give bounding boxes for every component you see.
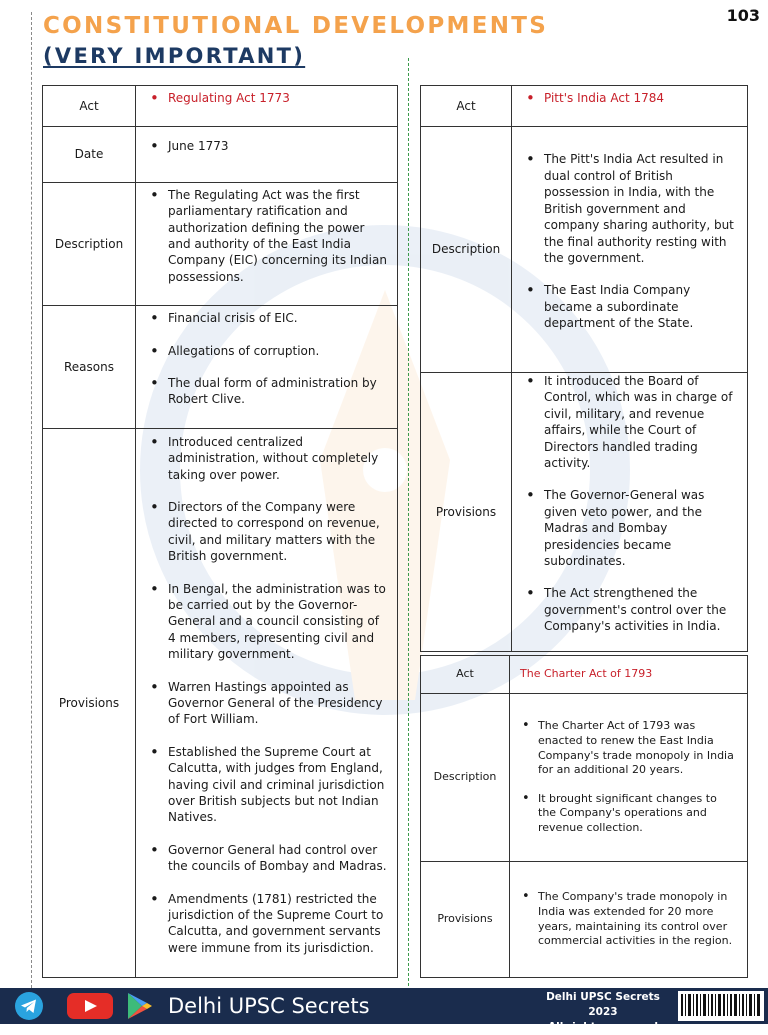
reasons-row: [43, 306, 398, 429]
copyright-line-2: All rights reserved: [547, 1021, 658, 1033]
provision-item: • Directors of the Company were directed to correspond on revenue, civil, and military matters with the British government.: [146, 499, 387, 565]
provisions-label: Provisions: [421, 862, 510, 978]
regulating-act-table: [42, 85, 398, 978]
barcode-icon: [678, 991, 764, 1021]
description-item: • The Pitt's India Act resulted in dual control of British possession in India, with the British government and company sharing authority, but the final authority resting with the government.: [522, 151, 737, 266]
provision-item: • It introduced the Board of Control, which was in charge of civil, military, and revenue affairs, while the Court of Directors handled trading activity.: [522, 373, 737, 471]
act-row: [421, 656, 748, 694]
description-row: [43, 183, 398, 306]
provision-item: • The Company's trade monopoly in India was extended for 20 more years, maintaining its control over commercial activities in the region.: [520, 890, 737, 948]
page-title: CONSTITUTIONAL DEVELOPMENTS: [43, 13, 549, 39]
column-divider: [408, 58, 409, 986]
description-item: • The East India Company became a subordinate department of the State.: [522, 282, 737, 331]
provision-item: • Governor General had control over the councils of Bombay and Madras.: [146, 842, 387, 875]
page-number: 103: [726, 6, 760, 25]
provision-item: • Established the Supreme Court at Calcutta, with judges from England, having civil and criminal jurisdiction over British subjects but not Indian Natives.: [146, 744, 387, 826]
description-label: Description: [421, 127, 512, 373]
provisions-label: Provisions: [421, 373, 512, 652]
provisions-row: [421, 862, 748, 978]
act-row: [43, 86, 398, 127]
act-name: The Charter Act of 1793: [510, 656, 748, 694]
provision-item: • Amendments (1781) restricted the jurisdiction of the Supreme Court to Calcutta, and government servants were immune from its jurisdiction.: [146, 891, 387, 957]
reason-item: • Allegations of corruption.: [146, 343, 387, 359]
act-name: • Pitt's India Act 1784: [522, 90, 737, 106]
page-subtitle: (VERY IMPORTANT): [43, 44, 306, 68]
play-store-icon[interactable]: [124, 991, 154, 1021]
description-row: [421, 127, 748, 373]
copyright-line-1: Delhi UPSC Secrets 2023: [546, 991, 660, 1018]
description-item: • The Regulating Act was the first parliamentary ratification and authorization defining the power and authority of the East India Company (EIC) concerning its Indian possessions.: [146, 187, 387, 285]
description-item: • The Charter Act of 1793 was enacted to renew the East India Company's trade monopoly in India for an additional 20 years.: [520, 719, 737, 777]
date-label: Date: [43, 127, 136, 183]
provision-item: • Warren Hastings appointed as Governor General of the Presidency of Fort William.: [146, 679, 387, 728]
footer-copyright: [532, 990, 674, 1035]
description-row: [421, 694, 748, 862]
date-value: • June 1773: [146, 138, 387, 154]
provisions-row: [43, 429, 398, 978]
provisions-label: Provisions: [43, 429, 136, 978]
pitts-india-act-table: [420, 85, 748, 652]
reason-item: • The dual form of administration by Robert Clive.: [146, 375, 387, 408]
footer-brand: Delhi UPSC Secrets: [168, 994, 370, 1018]
provisions-row: [421, 373, 748, 652]
provision-item: • Introduced centralized administration, without completely taking over power.: [146, 434, 387, 483]
act-row: [421, 86, 748, 127]
reasons-label: Reasons: [43, 306, 136, 429]
act-name: • Regulating Act 1773: [146, 90, 387, 106]
provision-item: • The Act strengthened the government's control over the Company's activities in India.: [522, 585, 737, 634]
description-item: • It brought significant changes to the Company's operations and revenue collection.: [520, 792, 737, 836]
act-label: Act: [421, 86, 512, 127]
charter-act-table: [420, 655, 748, 978]
youtube-icon[interactable]: [66, 991, 114, 1021]
provision-item: • In Bengal, the administration was to be carried out by the Governor-General and a council consisting of 4 members, representing civil and military government.: [146, 581, 387, 663]
left-margin-rule: [31, 12, 32, 988]
telegram-icon[interactable]: [14, 991, 44, 1021]
date-row: [43, 127, 398, 183]
footer-bar: [0, 988, 768, 1033]
description-label: Description: [43, 183, 136, 306]
description-label: Description: [421, 694, 510, 862]
reason-item: • Financial crisis of EIC.: [146, 310, 387, 326]
act-label: Act: [43, 86, 136, 127]
provision-item: • The Governor-General was given veto power, and the Madras and Bombay presidencies became subordinates.: [522, 487, 737, 569]
act-label: Act: [421, 656, 510, 694]
